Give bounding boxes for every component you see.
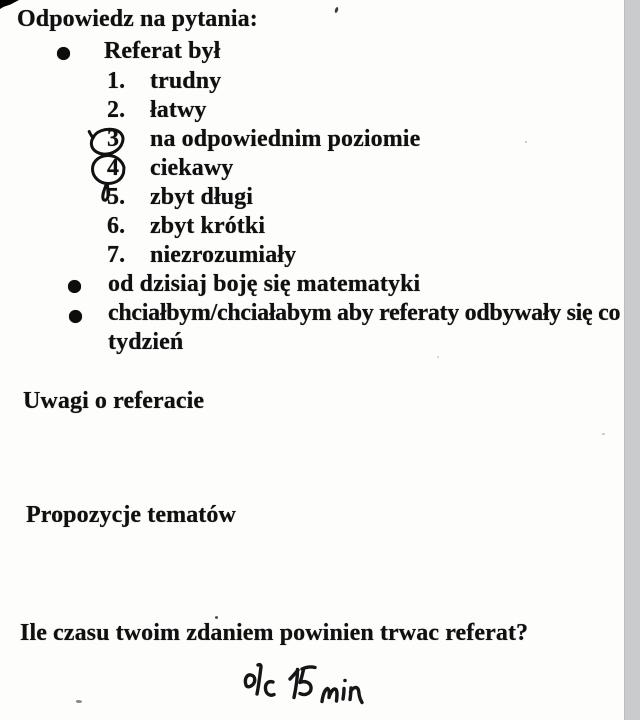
- option-label: ciekawy: [150, 155, 234, 181]
- scan-speck: [602, 433, 605, 435]
- option-label: zbyt krótki: [150, 213, 266, 239]
- remarks-heading: Uwagi o referacie: [23, 388, 205, 414]
- scan-speck: [525, 141, 527, 143]
- option-number: 5.: [107, 184, 126, 210]
- duration-question: Ile czasu twoim zdaniem powinien trwac referat?: [20, 620, 529, 646]
- option-label: niezrozumiały: [150, 242, 297, 268]
- question-intro: Referat był: [104, 38, 221, 64]
- statement-weekly-line2: tydzień: [108, 329, 184, 355]
- page-title: Odpowiedz na pytania:: [17, 6, 258, 32]
- option-number: 1.: [107, 68, 126, 94]
- scan-speck: [334, 7, 339, 14]
- option-label: zbyt długi: [150, 184, 254, 210]
- statement-weekly-line1: chciałbym/chciałabym aby referaty odbywały się co: [108, 300, 621, 326]
- option-label: łatwy: [150, 97, 207, 123]
- option-label: na odpowiednim poziomie: [150, 126, 421, 152]
- scan-speck: [76, 700, 82, 703]
- option-label: trudny: [150, 68, 222, 94]
- topics-heading: Propozycje tematów: [26, 502, 236, 528]
- scan-speck: [437, 356, 439, 358]
- statement-fear: od dzisiaj boję się matematyki: [108, 271, 421, 297]
- hand-circle-annotation-option-4: [88, 153, 132, 203]
- option-number: 3: [107, 126, 120, 152]
- option-number: 6.: [107, 213, 126, 239]
- handwritten-answer: [236, 656, 376, 712]
- bullet-icon: [68, 280, 81, 293]
- option-number: 4: [107, 155, 120, 181]
- bullet-icon: [57, 47, 70, 60]
- option-number: 2.: [107, 97, 126, 123]
- option-number: 7.: [107, 242, 126, 268]
- bullet-icon: [69, 310, 82, 323]
- scan-edge-shadow: [624, 0, 640, 720]
